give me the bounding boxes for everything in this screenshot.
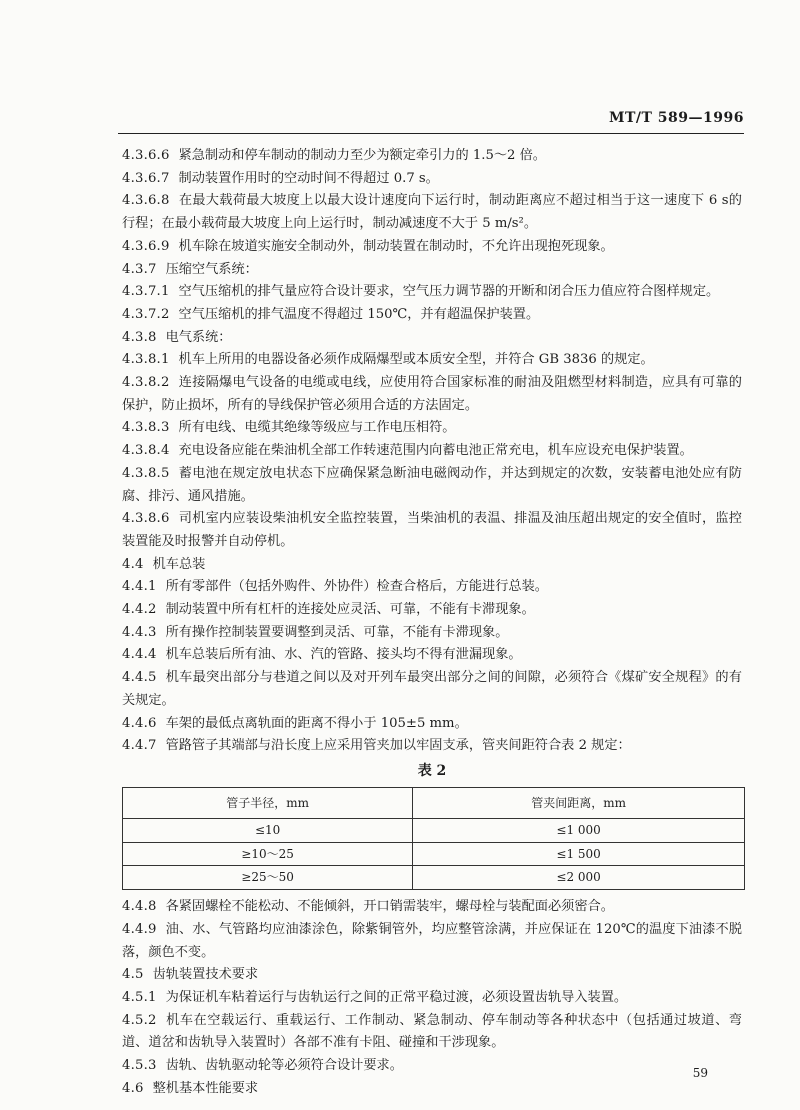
clause-number: 4.4 [122, 556, 144, 572]
clause-paragraph [122, 463, 742, 508]
clause-text: 车架的最低点离轨面的距离不得小于 105±5 mm。 [165, 715, 468, 731]
clause-paragraph [122, 576, 742, 599]
clause-text: 整机基本性能要求 [152, 1080, 259, 1096]
clause-text: 齿轨装置技术要求 [152, 967, 259, 983]
clause-number: 4.4.4 [122, 647, 157, 663]
clause-text: 空气压缩机的排气温度不得超过 150℃，并有超温保护装置。 [178, 306, 540, 322]
clauses-before-table [122, 145, 742, 758]
clause-number: 4.4.6 [122, 715, 157, 731]
clause-text: 机车总装后所有油、水、汽的管路、接头均不得有泄漏现象。 [165, 647, 522, 663]
clause-text: 在最大载荷最大坡度上以最大设计速度向下运行时，制动距离应不超过相当于这一速度下 6 s的行程；在最小载荷最大坡度上向上运行时，制动减速度不大于 5 m/s²。 [122, 193, 742, 232]
table-cell: ≤1 000 [413, 818, 745, 842]
clause-text: 电气系统： [165, 329, 232, 345]
clause-number: 4.6 [122, 1080, 144, 1096]
clause-text: 制动装置作用时的空动时间不得超过 0.7 s。 [178, 170, 439, 186]
table-cell: ≤1 500 [413, 842, 745, 866]
clause-paragraph [122, 735, 742, 758]
clause-text: 紧急制动和停车制动的制动力至少为额定牵引力的 1.5～2 倍。 [178, 148, 546, 163]
clause-text: 机车最突出部分与巷道之间以及对开列车最突出部分之间的间隙，必须符合《煤矿安全规程》的有关规定。 [122, 670, 742, 708]
clause-number: 4.5.1 [122, 989, 157, 1005]
clause-text: 油、水、气管路均应油漆涂色，除紫铜管外，均应整管涂满，并应保证在 120℃的温度下油漆不脱落，颜色不变。 [122, 921, 742, 960]
clause-paragraph [122, 1078, 742, 1101]
clause-paragraph [122, 168, 742, 191]
clause-number: 4.3.7 [122, 261, 157, 277]
clause-paragraph [122, 987, 742, 1010]
clause-paragraph [122, 599, 742, 622]
clause-text: 蓄电池在规定放电状态下应确保紧急断油电磁阀动作，并达到规定的次数，安装蓄电池处应有防腐、排污、通风措施。 [122, 465, 742, 504]
clause-text: 机车上所用的电器设备必须作成隔爆型或本质安全型，并符合 GB 3836 的规定。 [178, 352, 654, 368]
clause-number: 4.4.3 [122, 624, 157, 640]
clause-paragraph [122, 713, 742, 736]
clause-text: 齿轨、齿轨驱动轮等必须符合设计要求。 [165, 1058, 403, 1074]
clauses-after-table [122, 896, 742, 1100]
clause-number: 4.4.2 [122, 602, 157, 618]
clause-number: 4.3.6.9 [122, 238, 170, 254]
clause-number: 4.3.8.5 [122, 465, 170, 481]
clause-paragraph [122, 440, 742, 463]
clause-number: 4.3.8.6 [122, 511, 170, 527]
clause-text: 压缩空气系统： [165, 261, 258, 277]
table-cell: ≥25～50 [123, 866, 413, 890]
clause-number: 4.3.7.2 [122, 306, 170, 322]
clause-number: 4.3.7.1 [122, 284, 170, 300]
table-cell: ≤10 [123, 818, 413, 842]
clause-paragraph [122, 964, 742, 987]
clause-text: 所有电线、电缆其绝缘等级应与工作电压相符。 [178, 420, 456, 436]
table-cell: ≥10～25 [123, 842, 413, 866]
clause-number: 4.3.8.4 [122, 443, 170, 459]
clause-paragraph [122, 508, 742, 553]
clause-text: 司机室内应装设柴油机安全监控装置，当柴油机的表温、排温及油压超出规定的安全值时，监控装置能及时报警并自动停机。 [122, 511, 742, 549]
clause-number: 4.4.8 [122, 899, 157, 915]
table-row [123, 818, 745, 842]
clause-paragraph [122, 349, 742, 372]
clause-paragraph [122, 327, 742, 350]
table-cell: ≤2 000 [413, 866, 745, 890]
clause-paragraph [122, 554, 742, 577]
clause-number: 4.3.8 [122, 329, 157, 345]
clause-text: 机车除在坡道实施安全制动外，制动装置在制动时，不允许出现抱死现象。 [178, 238, 614, 254]
clause-number: 4.4.7 [122, 738, 157, 754]
clause-text: 机车在空载运行、重载运行、工作制动、紧急制动、停车制动等各种状态中（包括通过坡道、弯道、道岔和齿轨导入装置时）各部不准有卡阻、碰撞和干涉现象。 [122, 1012, 742, 1051]
page-number: 59 [692, 1066, 708, 1080]
clause-paragraph [122, 145, 742, 168]
clause-paragraph [122, 896, 742, 919]
table-header-row [123, 787, 745, 818]
table-header-cell: 管子半径，mm [123, 787, 413, 818]
clause-text: 各紧固螺栓不能松动、不能倾斜，开口销需装牢，螺母栓与装配面必须密合。 [165, 899, 614, 915]
clause-paragraph [122, 1055, 742, 1078]
clause-number: 4.3.6.8 [122, 193, 170, 209]
clause-number: 4.3.6.7 [122, 170, 170, 186]
clause-text: 机车总装 [152, 556, 206, 572]
clause-paragraph [122, 622, 742, 645]
clause-paragraph [122, 919, 742, 964]
clause-paragraph [122, 417, 742, 440]
document-body [122, 145, 742, 1100]
clause-number: 4.3.6.6 [122, 148, 170, 163]
pipe-clamp-table [122, 787, 745, 890]
table-header-cell: 管夹间距离，mm [413, 787, 745, 818]
clause-number: 4.4.9 [122, 921, 157, 937]
clause-number: 4.5 [122, 967, 144, 983]
clause-text: 制动装置中所有杠杆的连接处应灵活、可靠，不能有卡滞现象。 [165, 602, 535, 618]
header-rule [118, 133, 744, 134]
clause-paragraph [122, 644, 742, 667]
clause-text: 空气压缩机的排气量应符合设计要求，空气压力调节器的开断和闭合压力值应符合图样规定。 [178, 284, 720, 300]
clause-number: 4.5.2 [122, 1012, 157, 1028]
clause-number: 4.3.8.2 [122, 375, 170, 391]
clause-text: 所有零部件（包括外购件、外协件）检查合格后，方能进行总装。 [165, 579, 548, 595]
clause-text: 管路管子其端部与沿长度上应采用管夹加以牢固支承，管夹间距符合表 2 规定： [165, 738, 631, 754]
table-row [123, 866, 745, 890]
clause-paragraph [122, 236, 742, 259]
standard-code-header: MT/T 589—1996 [608, 110, 744, 126]
clause-text: 充电设备应能在柴油机全部工作转速范围内向蓄电池正常充电，机车应设充电保护装置。 [178, 443, 693, 459]
clause-number: 4.4.5 [122, 670, 157, 686]
clause-number: 4.3.8.1 [122, 352, 170, 368]
clause-number: 4.5.3 [122, 1058, 157, 1074]
clause-text: 连接隔爆电气设备的电缆或电线，应使用符合国家标准的耐油及阻燃型材料制造，应具有可靠的保护，防止损坏，所有的导线保护管必须用合适的方法固定。 [122, 375, 742, 413]
clause-paragraph [122, 372, 742, 417]
clause-paragraph [122, 667, 742, 712]
clause-paragraph [122, 304, 742, 327]
clause-paragraph [122, 281, 742, 304]
clause-number: 4.3.8.3 [122, 420, 170, 436]
clause-number: 4.4.1 [122, 579, 157, 595]
table-caption: 表 2 [417, 762, 447, 779]
table-row [123, 842, 745, 866]
clause-paragraph [122, 1010, 742, 1055]
clause-text: 所有操作控制装置要调整到灵活、可靠，不能有卡滞现象。 [165, 624, 509, 640]
clause-paragraph [122, 259, 742, 282]
clause-paragraph [122, 190, 742, 235]
clause-text: 为保证机车粘着运行与齿轨运行之间的正常平稳过渡，必须设置齿轨导入装置。 [165, 989, 628, 1005]
